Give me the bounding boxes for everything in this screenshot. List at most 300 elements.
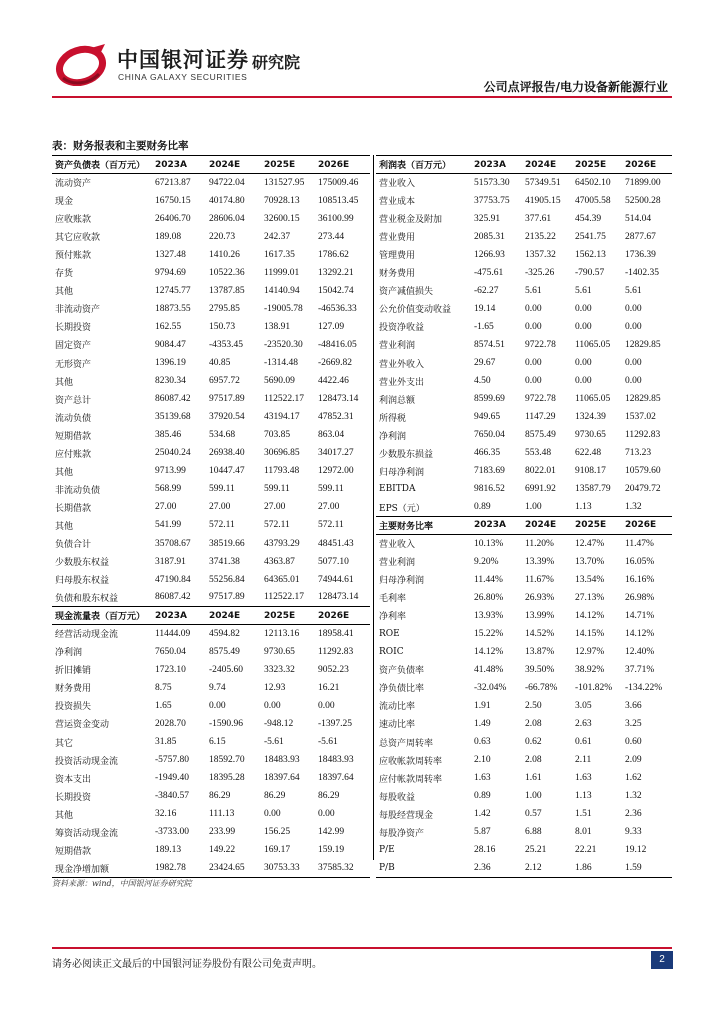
cell-value: 14.12% [474, 646, 504, 657]
cell-value: 4363.87 [264, 556, 295, 567]
cell-value: 0.00 [264, 809, 281, 820]
cell-value: 599.11 [318, 484, 344, 495]
cell-value: 14.12% [575, 610, 605, 621]
cell-value: 34017.27 [318, 448, 354, 459]
cell-value: 9.33 [625, 827, 642, 838]
section-title: 主要财务比率 [376, 516, 471, 534]
cell-value: 9794.69 [155, 267, 186, 278]
cell-value: 2.50 [525, 700, 542, 711]
table-row [52, 264, 370, 282]
cell-value: 52500.28 [625, 195, 661, 206]
cell-value: 8.75 [155, 682, 172, 693]
cell-value: -23520.30 [264, 339, 303, 350]
cell-value: 0.00 [318, 700, 335, 711]
cell-value: 9084.47 [155, 339, 186, 350]
row-label: 长期借款 [55, 503, 92, 514]
cell-value: -790.57 [575, 267, 605, 278]
row-label: 每股经营现金 [379, 810, 434, 821]
cell-value: 18958.41 [318, 628, 354, 639]
section-title: 资产负债表（百万元） [52, 156, 152, 174]
row-label: 资产负债率 [379, 666, 425, 677]
cell-value: 0.89 [474, 791, 491, 802]
cell-value: 86.29 [264, 791, 286, 802]
row-label: 归母股东权益 [55, 576, 110, 587]
cell-value: -3733.00 [155, 827, 190, 838]
cell-value: 0.00 [525, 358, 542, 369]
row-label: 利润总额 [379, 395, 416, 406]
cell-value: -134.22% [625, 682, 663, 693]
row-label: 长期投资 [55, 323, 92, 334]
cell-value: 9.74 [209, 682, 226, 693]
source-note: 资料来源：wind，中国银河证券研究院 [52, 879, 192, 888]
column-header: 2024E [206, 156, 261, 174]
footer-divider [52, 947, 672, 949]
table-row [376, 444, 672, 462]
cell-value: 10.13% [474, 538, 504, 549]
column-header: 2026E [315, 156, 370, 174]
table-row [376, 823, 672, 841]
cell-value: 5.61 [575, 285, 592, 296]
cell-value: 0.00 [575, 321, 592, 332]
cell-value: 39.50% [525, 664, 555, 675]
cell-value: 9052.23 [318, 664, 349, 675]
cell-value: -948.12 [264, 718, 294, 729]
row-label: 财务费用 [379, 269, 416, 280]
cell-value: 9108.17 [575, 466, 606, 477]
column-header: 2026E [622, 516, 672, 534]
cell-value: 622.48 [575, 448, 602, 459]
row-label: 流动资产 [55, 179, 92, 190]
table-row [52, 553, 370, 571]
cell-value: 0.00 [575, 303, 592, 314]
cell-value: 156.25 [264, 827, 291, 838]
cell-value: 35139.68 [155, 412, 191, 423]
row-label: 折旧摊销 [55, 666, 92, 677]
cell-value: 38.92% [575, 664, 605, 675]
cell-value: 19.12 [625, 845, 647, 856]
cell-value: 13587.79 [575, 484, 611, 495]
cell-value: 1266.93 [474, 249, 505, 260]
cell-value: 0.62 [525, 737, 542, 748]
cell-value: 64502.10 [575, 177, 611, 188]
cell-value: 3323.32 [264, 664, 295, 675]
column-header: 2024E [206, 607, 261, 625]
cell-value: 70928.13 [264, 195, 300, 206]
cell-value: 169.17 [264, 845, 291, 856]
cell-value: 5.61 [625, 285, 642, 296]
cell-value: 40174.80 [209, 195, 245, 206]
row-label: 短期借款 [55, 431, 92, 442]
column-header: 2026E [315, 607, 370, 625]
cell-value: 3741.38 [209, 556, 240, 567]
cell-value: 38519.66 [209, 538, 245, 549]
cell-value: 2.12 [522, 859, 572, 877]
table-row [376, 408, 672, 426]
table-row [52, 571, 370, 589]
row-label: 现金净增加额 [52, 859, 152, 877]
cell-value: 0.89 [474, 502, 491, 513]
cell-value: 6.88 [525, 827, 542, 838]
cell-value: -62.27 [474, 285, 499, 296]
cell-value: 1410.26 [209, 249, 240, 260]
table-row [376, 372, 672, 390]
row-label: 净利润 [55, 648, 83, 659]
cell-value: 16.16% [625, 574, 655, 585]
cell-value: 5.87 [474, 827, 491, 838]
cell-value: 11065.05 [575, 339, 611, 350]
row-label: 应付帐款周转率 [379, 774, 443, 785]
income-ratio-table [376, 155, 672, 878]
cell-value: 13787.85 [209, 285, 245, 296]
cell-value: 12972.00 [318, 466, 354, 477]
row-label: 资本支出 [55, 774, 92, 785]
table-row [52, 408, 370, 426]
row-label: 应付账款 [55, 449, 92, 460]
row-label: 负债合计 [55, 540, 92, 550]
cell-value: 162.55 [155, 321, 182, 332]
cell-value: 14.52% [525, 628, 555, 639]
table-row [52, 769, 370, 787]
table-row [52, 643, 370, 661]
row-label: 营业外支出 [379, 377, 425, 388]
row-label: 应收帐款周转率 [379, 756, 443, 767]
cell-value: 30753.33 [261, 859, 315, 877]
cell-value: 175009.46 [318, 177, 359, 188]
cell-value: 10447.47 [209, 466, 245, 477]
table-row [376, 228, 672, 246]
cell-value: 47005.58 [575, 195, 611, 206]
cell-value: 2541.75 [575, 231, 606, 242]
table-row [376, 697, 672, 715]
cell-value: 2795.85 [209, 303, 240, 314]
cell-value: 11.20% [525, 538, 554, 549]
cell-value: 40.85 [209, 358, 231, 369]
cell-value: 16.21 [318, 682, 340, 693]
table-row [376, 661, 672, 679]
cell-value: 26938.40 [209, 448, 245, 459]
row-label: 营业税金及附加 [379, 215, 443, 226]
table-row [376, 480, 672, 498]
cell-value: 13.54% [575, 574, 605, 585]
cell-value: 572.11 [264, 520, 290, 531]
row-label: 营业外收入 [379, 359, 425, 370]
header-divider [52, 96, 672, 98]
cell-value: 37.71% [625, 664, 655, 675]
row-label: 投资损失 [55, 702, 92, 713]
row-label: 非流动负债 [55, 485, 101, 496]
cell-value: 13.39% [525, 556, 555, 567]
cell-value: 14.71% [625, 610, 655, 621]
table-row [52, 300, 370, 318]
cell-value: 1617.35 [264, 249, 295, 260]
table-row [52, 246, 370, 264]
cell-value: -19005.78 [264, 303, 303, 314]
galaxy-logo-icon [55, 42, 115, 86]
cell-value: 8575.49 [525, 430, 556, 441]
cell-value: 572.11 [318, 520, 344, 531]
disclaimer-text: 请务必阅读正文最后的中国银河证券股份有限公司免责声明。 [52, 959, 322, 970]
cell-value: 3.05 [575, 700, 592, 711]
cell-value: 86.29 [318, 791, 340, 802]
cell-value: 713.23 [625, 448, 652, 459]
cell-value: 0.00 [209, 700, 226, 711]
table-row [52, 390, 370, 408]
cell-value: -1402.35 [625, 267, 660, 278]
table-row [52, 282, 370, 300]
cell-value: 13.93% [474, 610, 504, 621]
table-row [52, 697, 370, 715]
cell-value: 112522.17 [264, 592, 305, 603]
brand-institute: 研究院 [252, 53, 301, 72]
cell-value: 47190.84 [155, 574, 191, 585]
cell-value: 9722.78 [525, 394, 556, 405]
cell-value: 13.99% [525, 610, 555, 621]
cell-value: 949.65 [474, 412, 501, 423]
cell-value: 1.63 [474, 773, 491, 784]
row-label: 长期投资 [55, 792, 92, 803]
cell-value: 9730.65 [264, 646, 295, 657]
row-label: 其他 [55, 467, 74, 478]
cell-value: 16750.15 [155, 195, 191, 206]
cell-value: 7183.69 [474, 466, 505, 477]
cell-value: 553.48 [525, 448, 552, 459]
cell-value: 0.00 [525, 303, 542, 314]
row-label: 所得税 [379, 413, 407, 424]
cell-value: 20479.72 [625, 484, 661, 495]
cell-value: 11999.01 [264, 267, 300, 278]
cell-value: 1.62 [625, 773, 642, 784]
cell-value: 27.13% [575, 592, 605, 603]
cell-value: 108513.45 [318, 195, 359, 206]
column-header: 2025E [261, 156, 315, 174]
cell-value: 1.91 [474, 700, 491, 711]
cell-value: -325.26 [525, 267, 555, 278]
row-label: P/B [376, 859, 471, 877]
row-label: ROE [379, 628, 400, 639]
cell-value: -1314.48 [264, 358, 299, 369]
cell-value: 37920.54 [209, 412, 245, 423]
row-label: 营运资金变动 [55, 720, 110, 731]
cell-value: 1.65 [155, 700, 172, 711]
cell-value: 86087.42 [155, 592, 191, 603]
table-row [376, 553, 672, 571]
section-title: 利润表（百万元） [376, 156, 471, 174]
table-row [376, 354, 672, 372]
cell-value: 19.14 [474, 303, 496, 314]
cell-value: 27.00 [318, 502, 340, 513]
section-header-row [52, 607, 370, 625]
cell-value: 97517.89 [209, 394, 245, 405]
cell-value: 1.51 [575, 809, 592, 820]
cell-value: 36100.99 [318, 213, 354, 224]
cell-value: 14.15% [575, 628, 605, 639]
table-row [52, 859, 370, 877]
column-header: 2025E [261, 607, 315, 625]
table-row [376, 769, 672, 787]
cell-value: 0.63 [474, 737, 491, 748]
cell-value: -46536.33 [318, 303, 357, 314]
row-label: 营业收入 [379, 179, 416, 190]
table-row [376, 192, 672, 210]
cell-value: 12.97% [575, 646, 605, 657]
table-row [52, 372, 370, 390]
row-label: 少数股东权益 [55, 558, 110, 569]
section-title: 现金流量表（百万元） [52, 607, 152, 625]
column-header: 2023A [471, 516, 522, 534]
cell-value: 12829.85 [625, 339, 661, 350]
cell-value: 4422.46 [318, 376, 349, 387]
cell-value: 8575.49 [209, 646, 240, 657]
cell-value: 0.57 [525, 809, 542, 820]
cell-value: 12.47% [575, 538, 605, 549]
cell-value: 7650.04 [474, 430, 505, 441]
cell-value: 0.00 [625, 303, 642, 314]
row-label: 无形资产 [55, 359, 92, 370]
cell-value: 2.08 [525, 718, 542, 729]
cell-value: 112522.17 [264, 394, 305, 405]
cell-value: 568.99 [155, 484, 182, 495]
cell-value: 703.85 [264, 430, 291, 441]
cell-value: 48451.43 [318, 538, 354, 549]
cell-value: 8599.69 [474, 394, 505, 405]
table-row [52, 426, 370, 444]
table-row [52, 589, 370, 607]
row-label: 公允价值变动收益 [379, 305, 452, 316]
cell-value: 9730.65 [575, 430, 606, 441]
cell-value: 51573.30 [474, 177, 510, 188]
row-label: 其它 [55, 738, 74, 749]
cell-value: 0.60 [625, 737, 642, 748]
row-label: 财务费用 [55, 684, 92, 695]
cell-value: -5.61 [264, 737, 284, 748]
cell-value: -3840.57 [155, 791, 190, 802]
cell-value: 2.09 [625, 755, 642, 766]
cell-value: 1.63 [575, 773, 592, 784]
page-number: 2 [651, 951, 673, 969]
table-row [52, 841, 370, 859]
row-label: 总资产周转率 [379, 738, 434, 749]
cell-value: 1.59 [622, 859, 672, 877]
cell-value: 13.87% [525, 646, 555, 657]
table-row [376, 625, 672, 643]
brand-name-cn: 中国银河证券 [117, 48, 249, 72]
row-label: 净负债比率 [379, 684, 425, 695]
cell-value: 41905.15 [525, 195, 561, 206]
cell-value: 3.25 [625, 718, 642, 729]
row-label: 筹资活动现金流 [55, 828, 119, 839]
table-row [376, 715, 672, 733]
cell-value: 18395.28 [209, 773, 245, 784]
cell-value: 1982.78 [152, 859, 206, 877]
row-label: 短期借款 [55, 846, 92, 857]
cell-value: 15.22% [474, 628, 504, 639]
cell-value: 37585.32 [315, 859, 370, 877]
cell-value: 9722.78 [525, 339, 556, 350]
cell-value: 1537.02 [625, 412, 656, 423]
row-label: ROIC [379, 646, 404, 657]
cell-value: -1590.96 [209, 718, 244, 729]
cell-value: 27.00 [155, 502, 177, 513]
cell-value: 6957.72 [209, 376, 240, 387]
row-label: 归母净利润 [379, 576, 425, 587]
table-row [52, 715, 370, 733]
row-label: 非流动资产 [55, 305, 101, 316]
cell-value: 0.00 [318, 809, 335, 820]
cell-value: 9713.99 [155, 466, 186, 477]
table-row [52, 192, 370, 210]
cell-value: 127.09 [318, 321, 345, 332]
column-header: 2026E [622, 156, 672, 174]
cell-value: 13.70% [575, 556, 605, 567]
section-header-row [376, 156, 672, 174]
table-row [52, 534, 370, 552]
row-label: 资产减值损失 [379, 287, 434, 298]
cell-value: -5757.80 [155, 755, 190, 766]
cell-value: 26406.70 [155, 213, 191, 224]
cell-value: 18397.64 [318, 773, 354, 784]
cell-value: 1736.39 [625, 249, 656, 260]
row-label: 投资净收益 [379, 323, 425, 334]
cell-value: 2.36 [625, 809, 642, 820]
cell-value: 25.21 [525, 845, 547, 856]
cell-value: 466.35 [474, 448, 501, 459]
cell-value: 534.68 [209, 430, 236, 441]
row-label: 净利润 [379, 431, 407, 442]
table-row [52, 210, 370, 228]
cell-value: 28606.04 [209, 213, 245, 224]
row-label: 资产总计 [55, 395, 92, 406]
column-header: 2024E [522, 156, 572, 174]
cell-value: 325.91 [474, 213, 501, 224]
row-label: EBITDA [379, 484, 416, 495]
cell-value: 74944.61 [318, 574, 354, 585]
table-row [52, 751, 370, 769]
cell-value: 863.04 [318, 430, 345, 441]
section-header-row [52, 156, 370, 174]
cell-value: 149.22 [209, 845, 236, 856]
table-row [52, 498, 370, 516]
cell-value: 31.85 [155, 737, 177, 748]
cell-value: 2085.31 [474, 231, 505, 242]
cell-value: -1949.40 [155, 773, 190, 784]
cell-value: 18592.70 [209, 755, 245, 766]
row-label: 营业利润 [379, 341, 416, 352]
cell-value: 5077.10 [318, 556, 349, 567]
cell-value: 43793.29 [264, 538, 300, 549]
cell-value: 57349.51 [525, 177, 561, 188]
cell-value: -32.04% [474, 682, 507, 693]
row-label: 预付账款 [55, 251, 92, 262]
cell-value: 41.48% [474, 664, 504, 675]
cell-value: 3.66 [625, 700, 642, 711]
cell-value: 23424.65 [206, 859, 261, 877]
cell-value: 2.36 [471, 859, 522, 877]
cell-value: 94722.04 [209, 177, 245, 188]
cell-value: 0.00 [625, 358, 642, 369]
cell-value: 385.46 [155, 430, 182, 441]
cell-value: 86087.42 [155, 394, 191, 405]
column-header: 2023A [152, 607, 206, 625]
cell-value: 14.12% [625, 628, 655, 639]
cell-value: 159.19 [318, 845, 345, 856]
column-header: 2023A [471, 156, 522, 174]
row-label: 其他 [55, 521, 74, 532]
table-row [376, 462, 672, 480]
cell-value: 1562.13 [575, 249, 606, 260]
table-row [52, 787, 370, 805]
table-row [376, 174, 672, 192]
cell-value: 26.93% [525, 592, 555, 603]
